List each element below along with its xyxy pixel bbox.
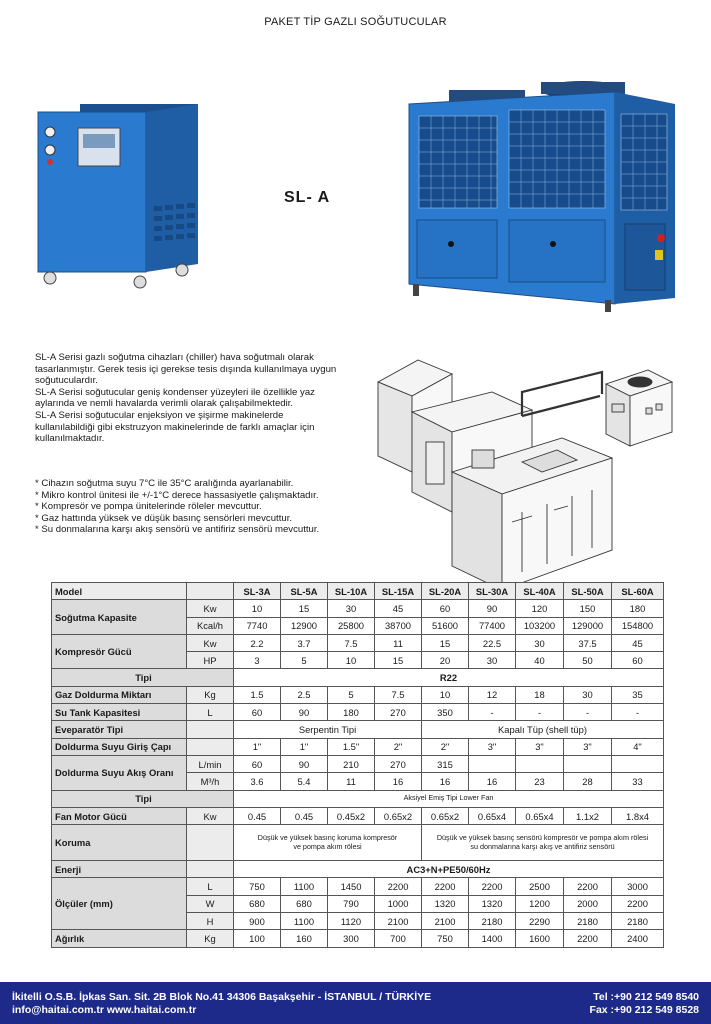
row-label: Fan Motor Gücü [52,807,187,824]
value-cell: 90 [469,600,516,617]
unit-cell: Kw [187,600,234,617]
value-cell: 30 [328,600,375,617]
value-cell: 1.5" [328,738,375,755]
value-cell: 129000 [564,617,612,634]
value-cell [469,755,516,772]
value-cell: 150 [564,600,612,617]
value-cell: - [516,704,564,721]
value-cell: 20 [422,652,469,669]
value-cell: 750 [422,930,469,947]
value-cell: 0.45x2 [328,807,375,824]
value-cell: 2180 [469,913,516,930]
unit-cell: M³/h [187,773,234,790]
value-cell: 3" [564,738,612,755]
value-cell: - [612,704,664,721]
unit-cell [187,861,234,878]
value-cell: 30 [564,686,612,703]
footer-fax: Fax :+90 212 549 8528 [589,1004,699,1016]
value-cell: 1.8x4 [612,807,664,824]
row-label: Tipi [52,790,234,807]
value-cell: 2100 [375,913,422,930]
unit-cell: Kg [187,930,234,947]
footer-address: İkitelli O.S.B. İpkas San. Sit. 2B Blok No.41 34306 Başakşehir - İSTANBUL / TÜRKİYE [12,991,432,1003]
value-cell: 3" [516,738,564,755]
value-cell: 30 [516,634,564,651]
table-row [52,755,664,772]
header-cell: SL-30A [469,583,516,600]
table-row [52,825,664,861]
description-paragraph: SL-A Serisi soğutucular enjeksiyon ve şişirme makinelerde kullanılabildiği gibi ekstruzyon makinelerinde de farklı amaçlar için kullanılmaktadır. [35,409,315,445]
installation-diagram [372,352,678,590]
value-cell: 0.65x2 [375,807,422,824]
unit-cell: L/min [187,755,234,772]
row-label: Doldurma Suyu Giriş Çapı [52,738,187,755]
value-cell: 35 [612,686,664,703]
table-row [52,721,664,738]
value-cell: 1120 [328,913,375,930]
value-cell: 40 [516,652,564,669]
specification-table [51,582,664,948]
value-cell: AC3+N+PE50/60Hz [234,861,664,878]
unit-cell: L [187,878,234,895]
page-title: PAKET TİP GAZLI SOĞUTUCULAR [264,16,447,28]
value-cell: 12 [469,686,516,703]
value-cell: 270 [375,704,422,721]
header-cell: SL-10A [328,583,375,600]
value-cell: 103200 [516,617,564,634]
value-cell: 0.45 [234,807,281,824]
value-cell [564,755,612,772]
value-cell: 30 [469,652,516,669]
feature-item: * Kompresör ve pompa ünitelerinde röleler mevcuttur. [35,501,262,513]
header-cell: Model [52,583,187,600]
feature-item: * Mikro kontrol ünitesi ile +/-1°C derece hassasiyetle çalışmaktadır. [35,489,319,501]
value-cell: 2180 [612,913,664,930]
value-cell: 7.5 [328,634,375,651]
value-cell: 2200 [564,930,612,947]
value-cell: 3" [469,738,516,755]
value-cell: 900 [234,913,281,930]
value-cell: 350 [422,704,469,721]
value-cell: 300 [328,930,375,947]
table-row [52,738,664,755]
description-paragraph: SL-A Serisi soğutucular geniş kondenser yüzeyleri ile özellikle yaz aylarında ve nemli havalarda verimli olarak çalışabilmektedir. [35,386,315,410]
value-cell: 3.7 [281,634,328,651]
value-cell: 77400 [469,617,516,634]
table-row [52,634,664,651]
value-cell: 2200 [422,878,469,895]
value-cell: 2180 [564,913,612,930]
value-cell: 750 [234,878,281,895]
value-cell: 2.5 [281,686,328,703]
value-cell: Aksiyel Emiş Tipi Lower Fan [234,790,664,807]
value-cell: 210 [328,755,375,772]
description [35,352,340,445]
value-cell: 2400 [612,930,664,947]
header-cell: SL-15A [375,583,422,600]
value-cell [612,755,664,772]
table-row [52,704,664,721]
value-cell: 180 [612,600,664,617]
value-cell: 50 [564,652,612,669]
value-cell [516,755,564,772]
value-cell: 60 [234,704,281,721]
feature-item: * Su donmalarına karşı akış sensörü ve antifiriz sensörü mevcuttur. [35,524,320,536]
value-cell: 1" [281,738,328,755]
value-cell: 315 [422,755,469,772]
value-cell: 18 [516,686,564,703]
footer-phone: Tel :+90 212 549 8540 [593,991,699,1003]
header-cell [187,583,234,600]
unit-cell [187,721,234,738]
row-label: Eveparatör Tipi [52,721,187,738]
value-cell: 1" [234,738,281,755]
value-cell: 4" [612,738,664,755]
table-row [52,600,664,617]
unit-cell: Kg [187,686,234,703]
description-paragraph: SL-A Serisi gazlı soğutma cihazları (chiller) hava soğutmalı olarak tasarlanmıştır. Gerek tesis içi gerekse tesis dışında kullanılmaya uygun soğutuculardır. [35,352,337,387]
value-cell: 7.5 [375,686,422,703]
header-cell: SL-50A [564,583,612,600]
value-cell: 2500 [516,878,564,895]
value-cell: 1450 [328,878,375,895]
value-cell: 60 [234,755,281,772]
unit-cell: W [187,895,234,912]
value-cell: 1200 [516,895,564,912]
unit-cell: HP [187,652,234,669]
value-cell: Kapalı Tüp (shell tüp) [422,721,664,738]
row-label: Enerji [52,861,187,878]
value-cell: 60 [422,600,469,617]
value-cell: 1100 [281,913,328,930]
header-cell: SL-3A [234,583,281,600]
value-cell: 2.2 [234,634,281,651]
value-cell: 25800 [328,617,375,634]
table-row [52,807,664,824]
value-cell: 15 [375,652,422,669]
table-row [52,861,664,878]
footer-bar [0,982,711,1024]
value-cell: 16 [375,773,422,790]
header-cell: SL-60A [612,583,664,600]
value-cell: 680 [281,895,328,912]
value-cell: 51600 [422,617,469,634]
feature-list [35,478,365,536]
value-cell: 1100 [281,878,328,895]
value-cell: 120 [516,600,564,617]
value-cell: 1320 [422,895,469,912]
unit-cell [187,738,234,755]
value-cell: 790 [328,895,375,912]
row-label: Kompresör Gücü [52,634,187,669]
table-row [52,930,664,947]
value-cell: 3.6 [234,773,281,790]
value-cell: 270 [375,755,422,772]
header-cell: SL-5A [281,583,328,600]
value-cell: 0.65x4 [469,807,516,824]
value-cell: 1600 [516,930,564,947]
value-cell: 1320 [469,895,516,912]
value-cell: - [564,704,612,721]
value-cell: 90 [281,755,328,772]
value-cell: 3000 [612,878,664,895]
unit-cell: L [187,704,234,721]
value-cell: 45 [612,634,664,651]
value-cell: 0.65x4 [516,807,564,824]
value-cell: R22 [234,669,664,686]
value-cell: 680 [234,895,281,912]
value-cell: 1.5 [234,686,281,703]
value-cell: 22.5 [469,634,516,651]
large-chiller-image [405,78,679,314]
table-row [52,878,664,895]
table-header-row [52,583,664,600]
value-cell: 23 [516,773,564,790]
value-cell: 10 [328,652,375,669]
value-cell: 154800 [612,617,664,634]
value-cell: 16 [422,773,469,790]
small-chiller-image [32,98,208,290]
value-cell: 2200 [564,878,612,895]
value-cell: 2100 [422,913,469,930]
value-cell: 10 [422,686,469,703]
value-cell: 38700 [375,617,422,634]
value-cell: 160 [281,930,328,947]
value-cell: 28 [564,773,612,790]
value-cell: 2" [375,738,422,755]
unit-cell: Kw [187,807,234,824]
unit-cell [187,825,234,861]
value-cell: 90 [281,704,328,721]
row-label: Soğutma Kapasite [52,600,187,635]
value-cell: 10 [234,600,281,617]
feature-item: * Gaz hattında yüksek ve düşük basınç sensörleri mevcuttur. [35,512,293,524]
row-label: Ağırlık [52,930,187,947]
value-cell: 45 [375,600,422,617]
feature-item: * Cihazın soğutma suyu 7°C ile 35°C aralığında ayarlanabilir. [35,478,294,489]
value-cell: 15 [422,634,469,651]
value-cell: 700 [375,930,422,947]
value-cell: Düşük ve yüksek basınç sensörü kompresör ve pompa akım rölesi su donmalarına karşı akış ve antifiriz sensörü [422,825,664,861]
value-cell: 2200 [469,878,516,895]
row-label: Ölçüler (mm) [52,878,187,930]
table-row [52,669,664,686]
value-cell: 0.45 [281,807,328,824]
value-cell: 60 [612,652,664,669]
value-cell: - [469,704,516,721]
row-label: Gaz Doldurma Miktarı [52,686,187,703]
model-label: SL- A [284,189,331,206]
value-cell: 0.65x2 [422,807,469,824]
value-cell: 1.1x2 [564,807,612,824]
value-cell: 5 [281,652,328,669]
footer-web-link[interactable]: info@haitai.com.tr www.haitai.com.tr [12,1004,197,1016]
unit-cell: Kcal/h [187,617,234,634]
value-cell: 12900 [281,617,328,634]
row-label: Koruma [52,825,187,861]
value-cell: 3 [234,652,281,669]
value-cell: 100 [234,930,281,947]
row-label: Doldurma Suyu Akış Oranı [52,755,187,790]
value-cell: 2" [422,738,469,755]
value-cell: Serpentin Tipi [234,721,422,738]
value-cell: 2200 [375,878,422,895]
value-cell: 2200 [612,895,664,912]
value-cell: 16 [469,773,516,790]
value-cell: 15 [281,600,328,617]
value-cell: 1000 [375,895,422,912]
value-cell: 37.5 [564,634,612,651]
value-cell: Düşük ve yüksek basınç koruma kompresör ve pompa akım rölesi [234,825,422,861]
unit-cell: Kw [187,634,234,651]
value-cell: 11 [328,773,375,790]
unit-cell: H [187,913,234,930]
table-row [52,686,664,703]
value-cell: 11 [375,634,422,651]
header-cell: SL-20A [422,583,469,600]
value-cell: 5 [328,686,375,703]
value-cell: 180 [328,704,375,721]
table-row [52,790,664,807]
value-cell: 2000 [564,895,612,912]
row-label: Tipi [52,669,234,686]
value-cell: 5.4 [281,773,328,790]
value-cell: 2290 [516,913,564,930]
value-cell: 7740 [234,617,281,634]
value-cell: 1400 [469,930,516,947]
header-cell: SL-40A [516,583,564,600]
row-label: Su Tank Kapasitesi [52,704,187,721]
value-cell: 33 [612,773,664,790]
